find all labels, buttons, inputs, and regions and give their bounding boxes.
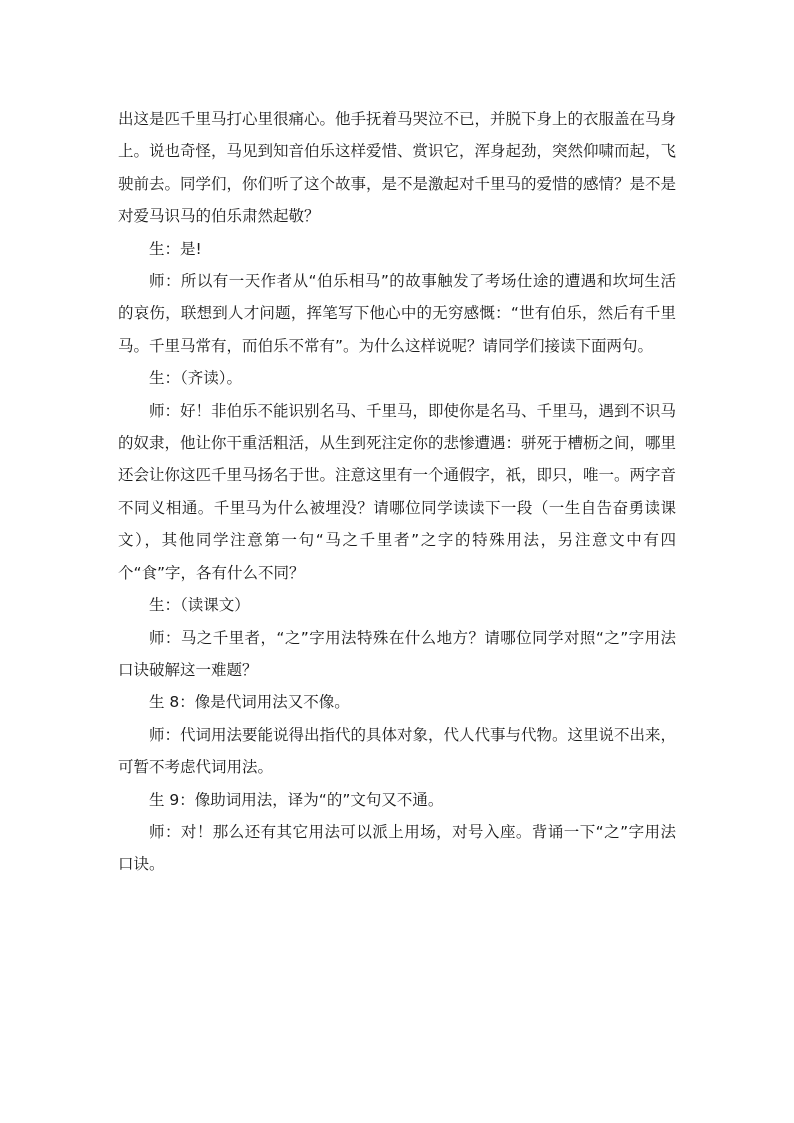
paragraph-10: 生 9：像助词用法，译为“的”文句又不通。 xyxy=(149,790,444,809)
paragraph-6: 生：（读课文） xyxy=(149,596,250,615)
document-body xyxy=(118,103,676,881)
paragraph-9: 师：代词用法要能说得出指代的具体对象，代人代事与代物。这里说不出来，可暂不考虑代词用法。 xyxy=(118,725,677,777)
paragraph-2: 生：是! xyxy=(149,239,202,258)
paragraph-5: 师：好！非伯乐不能识别名马、千里马，即使你是名马、千里马，遇到不识马的奴隶，他让你干重活粗活，从生到死注定你的悲惨遭遇：骈死于槽枥之间，哪里还会让你这匹千里马扬名于世。注意这里有一个通假字，祇，即只，唯一。两字音不同义相通。千里马为什么被埋没？请哪位同学读读下一段（一生自告奋勇读课文），其他同学注意第一句“马之千里者”之字的特殊用法，另注意文中有四个“食”字，各有什么不同？ xyxy=(118,401,677,582)
paragraph-11: 师：对！那么还有其它用法可以派上用场，对号入座。背诵一下“之”字用法口诀。 xyxy=(118,822,676,874)
paragraph-3: 师：所以有一天作者从“伯乐相马”的故事触发了考场仕途的遭遇和坎坷生活的哀伤，联想到人才问题，挥笔写下他心中的无穷感慨：“世有伯乐，然后有千里马。千里马常有，而伯乐不常有”。为什么这样说呢？请同学们接读下面两句。 xyxy=(118,272,676,355)
paragraph-4: 生：（齐读）。 xyxy=(149,369,243,388)
paragraph-8: 生 8：像是代词用法又不像。 xyxy=(149,693,350,712)
paragraph-1: 出这是匹千里马打心里很痛心。他手抚着马哭泣不已，并脱下身上的衣服盖在马身上。说也奇怪，马见到知音伯乐这样爱惜、赏识它，浑身起劲，突然仰啸而起，飞驶前去。同学们，你们听了这个故事，是不是激起对千里马的爱惜的感情？是不是对爱马识马的伯乐肃然起敬？ xyxy=(118,110,677,226)
paragraph-7: 师：马之千里者，“之”字用法特殊在什么地方？请哪位同学对照“之”字用法口诀破解这一难题？ xyxy=(118,628,676,679)
